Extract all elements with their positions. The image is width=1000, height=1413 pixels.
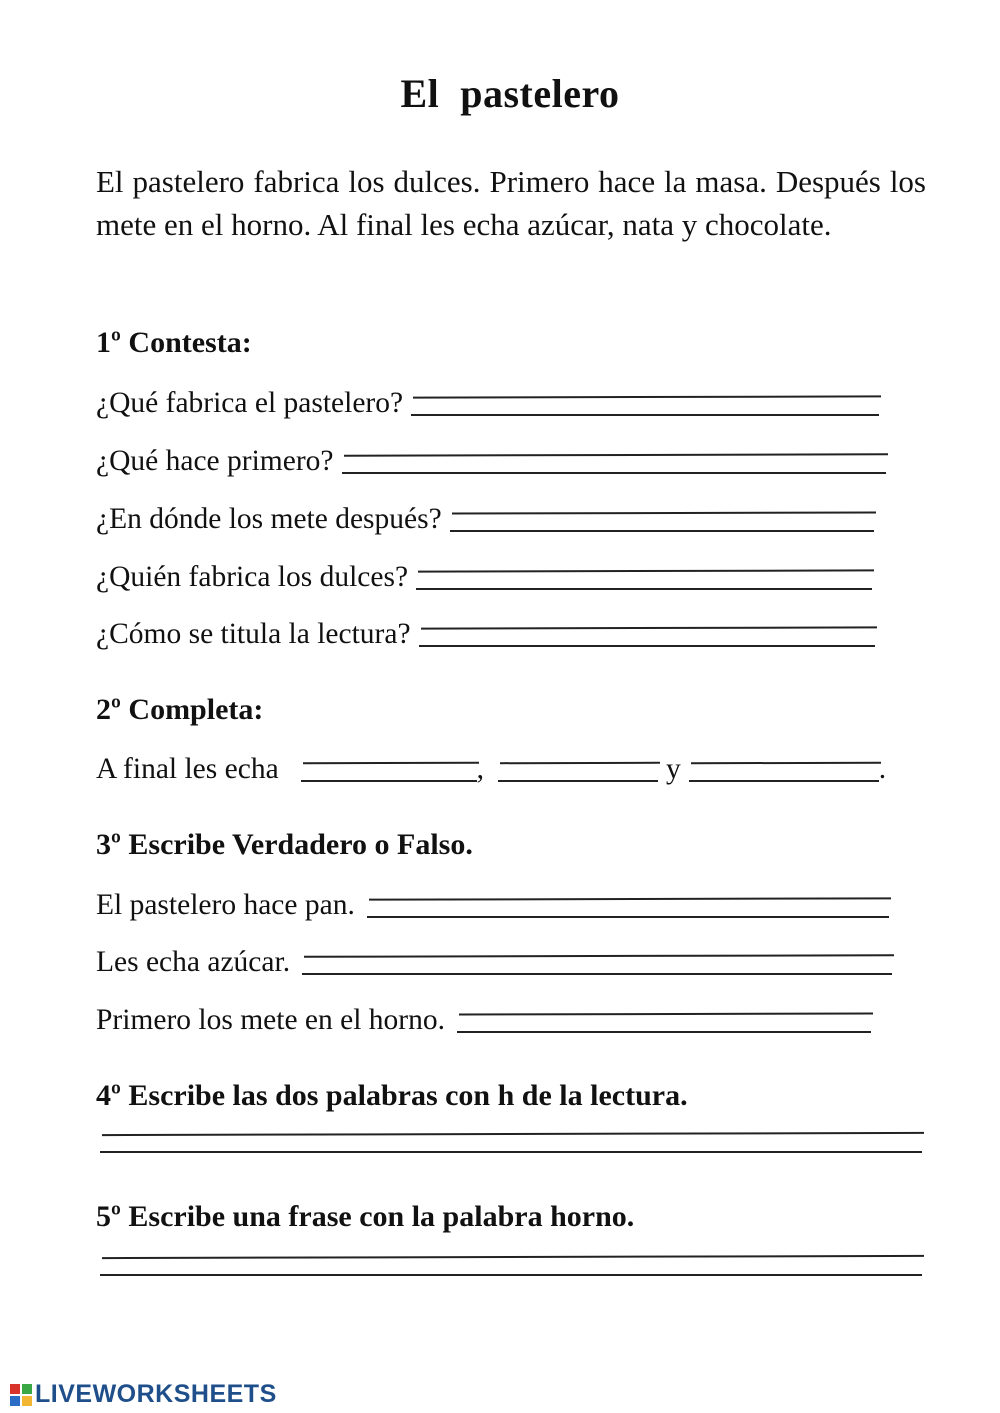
question-text: ¿En dónde los mete después?	[96, 503, 442, 535]
page-title: El pastelero	[400, 71, 620, 116]
answer-field[interactable]	[302, 955, 892, 979]
liveworksheets-logo	[10, 1380, 277, 1409]
answer-field[interactable]	[416, 570, 872, 594]
answer-field[interactable]	[419, 627, 875, 651]
logo-mark-icon	[10, 1384, 32, 1406]
question-row	[96, 442, 886, 478]
section-1-heading: 1º Contesta:	[96, 326, 252, 359]
answer-field[interactable]	[100, 1133, 922, 1157]
blank-field[interactable]	[301, 762, 477, 786]
statement-row	[96, 886, 889, 922]
question-text: ¿Quién fabrica los dulces?	[96, 561, 409, 593]
answer-field[interactable]	[411, 396, 879, 420]
answer-field[interactable]	[342, 454, 886, 478]
blank-field[interactable]	[689, 762, 879, 786]
statement-text: Les echa azúcar.	[96, 946, 291, 978]
complete-row	[96, 750, 886, 786]
section-5-heading: 5º Escribe una frase con la palabra horno.	[96, 1200, 635, 1233]
section-4-heading: 4º Escribe las dos palabras con h de la lectura.	[96, 1079, 688, 1112]
section-3-heading: 3º Escribe Verdadero o Falso.	[96, 828, 473, 861]
question-row	[96, 500, 874, 536]
question-text: ¿Qué fabrica el pastelero?	[96, 387, 404, 419]
answer-field[interactable]	[450, 512, 874, 536]
logo-square	[10, 1396, 20, 1406]
conjunction-text: y	[666, 753, 681, 785]
period-text: .	[878, 753, 887, 785]
logo-square	[22, 1384, 32, 1394]
answer-field[interactable]	[367, 898, 889, 922]
answer-field[interactable]	[100, 1256, 922, 1280]
complete-prefix: A final les echa	[96, 753, 279, 785]
question-row	[96, 615, 875, 651]
statement-row	[96, 943, 892, 979]
blank-field[interactable]	[498, 762, 658, 786]
section-2-heading: 2º Completa:	[96, 693, 264, 726]
question-text: ¿Qué hace primero?	[96, 445, 334, 477]
comma-text: ,	[476, 753, 485, 785]
statement-text: El pastelero hace pan.	[96, 889, 355, 921]
statement-text: Primero los mete en el horno.	[96, 1004, 446, 1036]
reading-passage: El pastelero fabrica los dulces. Primero hace la masa. Después los mete en el horno. Al final les echa azúcar, nata y chocolate.	[96, 164, 926, 242]
statement-row	[96, 1001, 871, 1037]
logo-text: LIVEWORKSHEETS	[35, 1380, 277, 1408]
logo-square	[10, 1384, 20, 1394]
logo-square	[22, 1396, 32, 1406]
question-row	[96, 384, 879, 420]
question-text: ¿Cómo se titula la lectura?	[96, 618, 411, 650]
question-row	[96, 558, 872, 594]
answer-field[interactable]	[457, 1013, 871, 1037]
